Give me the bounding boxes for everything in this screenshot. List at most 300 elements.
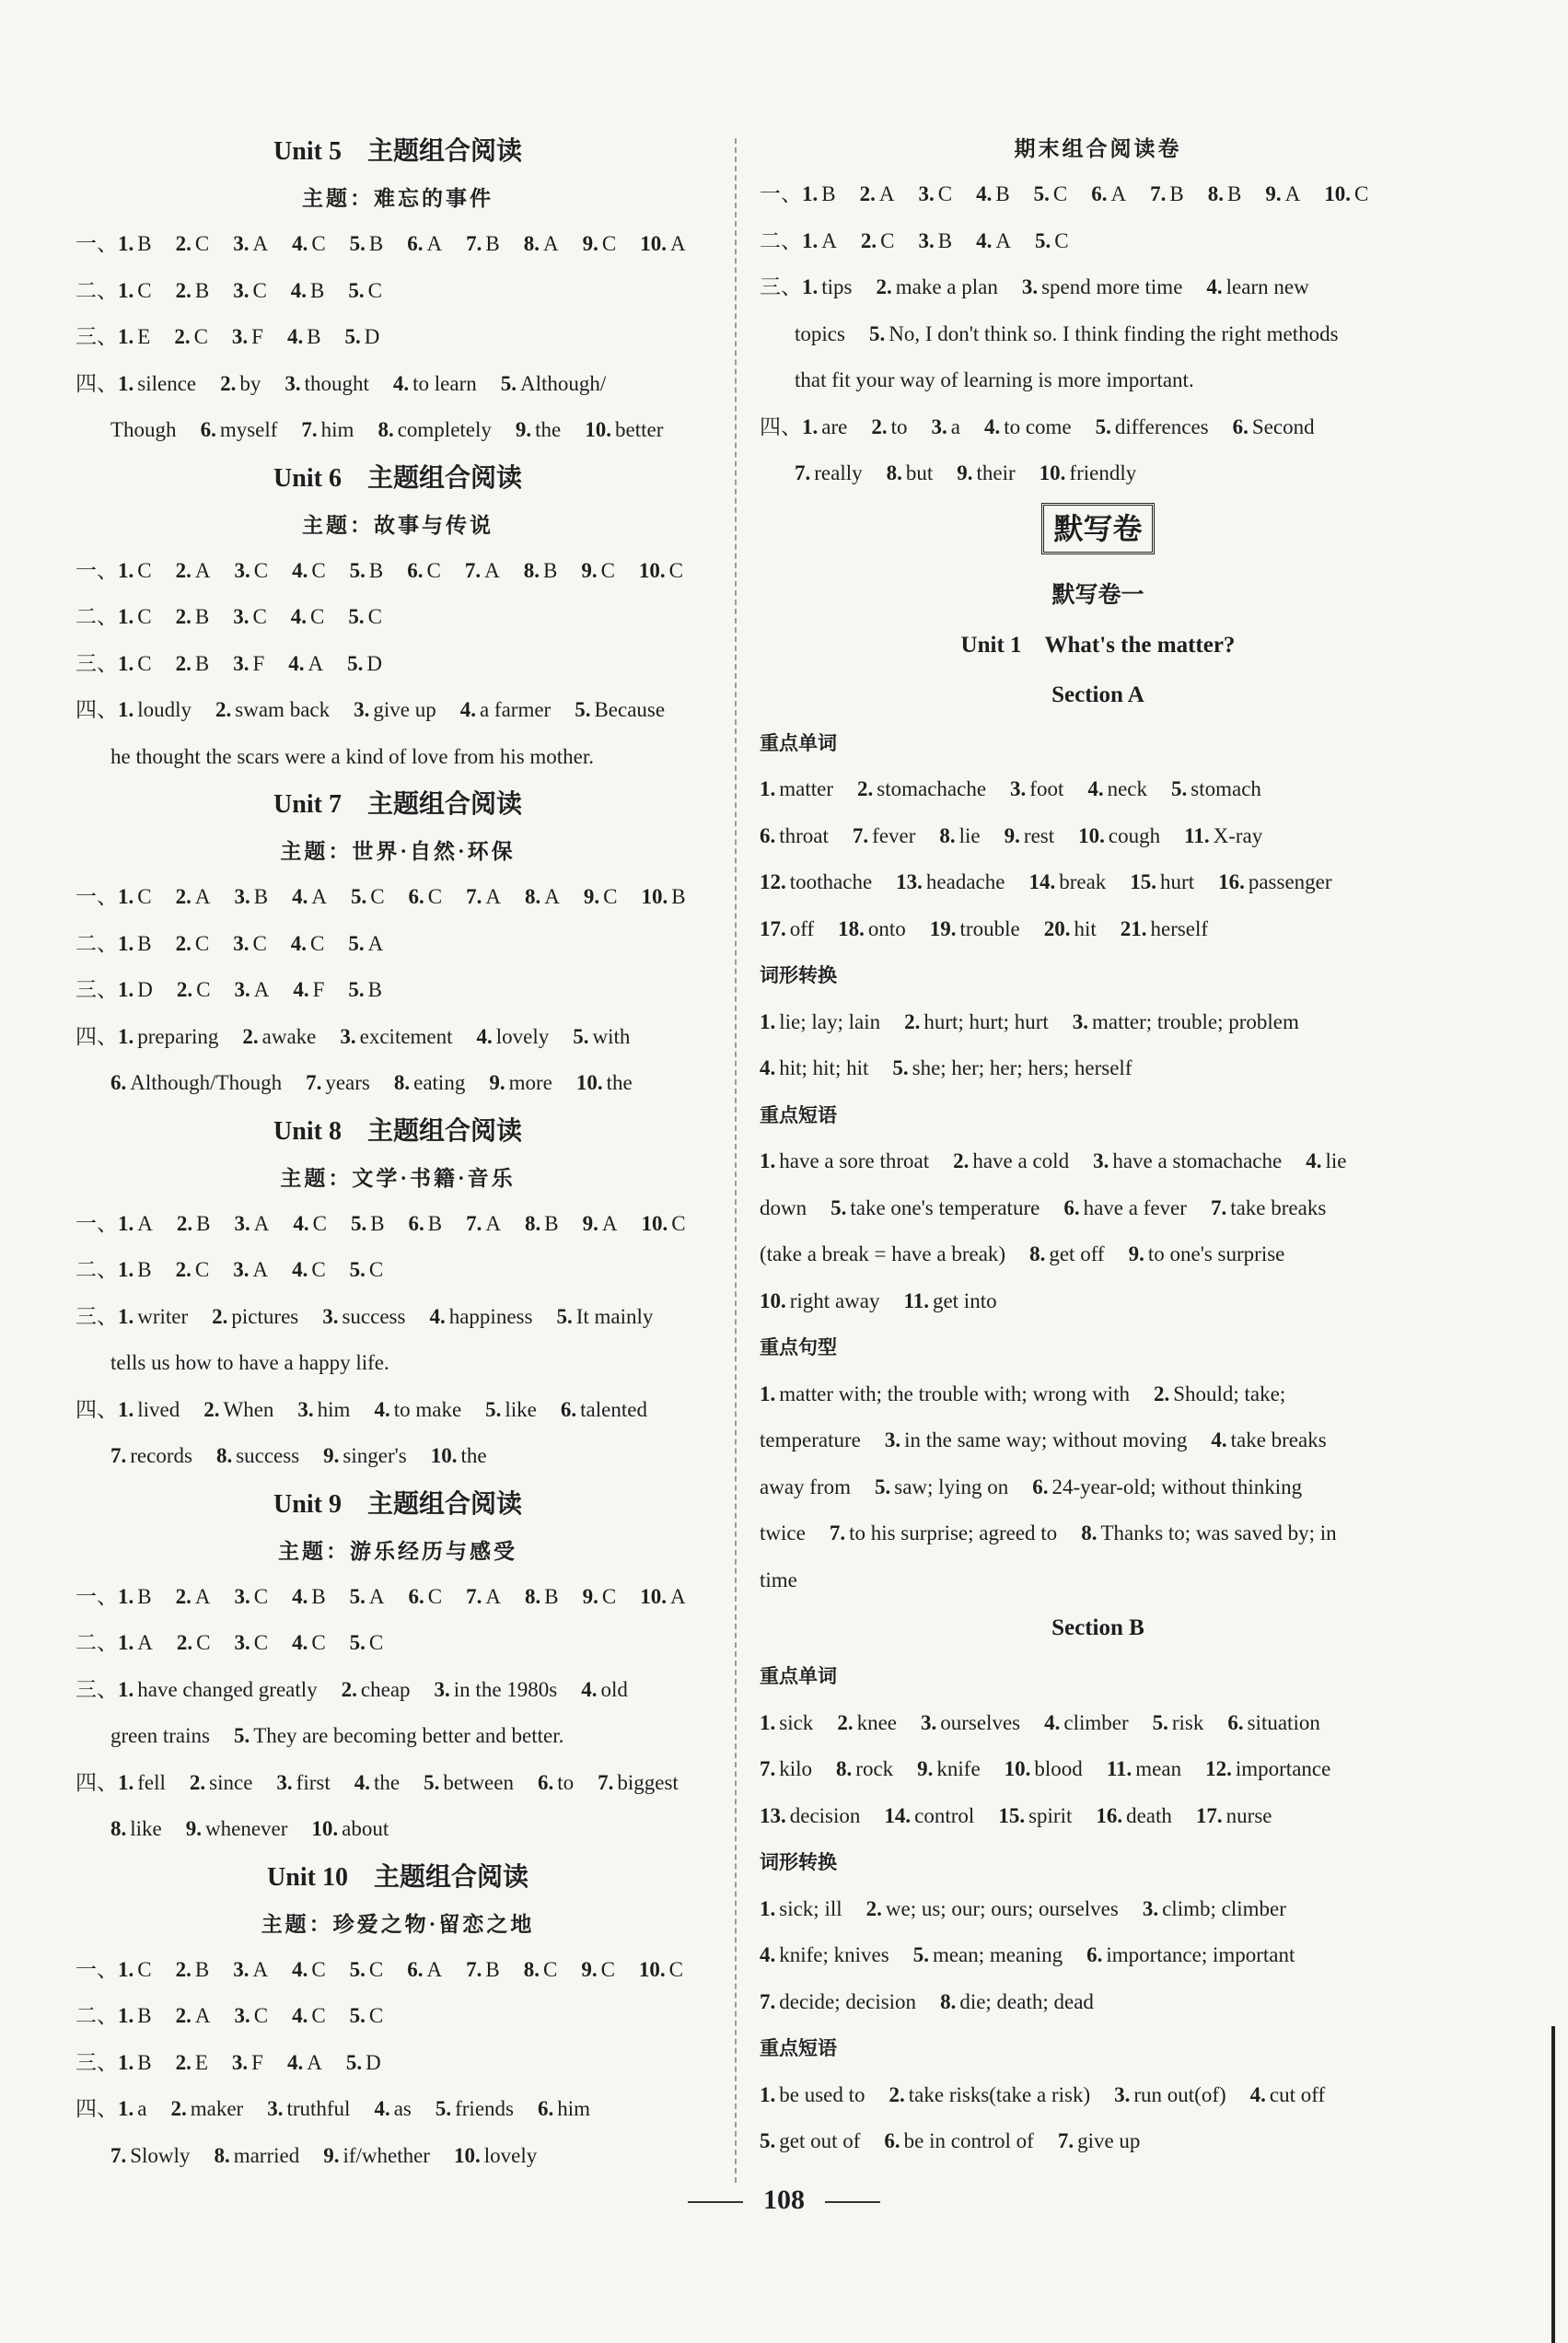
answer-number: 2. [175,2004,192,2027]
answer-number: 2. [215,698,232,721]
answer-number: 1. [118,232,134,255]
answer-line [760,859,1436,906]
answer-line [75,1760,720,1807]
answer-item: 4. C [290,605,325,628]
answer-number: 5. [233,1724,250,1747]
answer-item: 4. to make [374,1397,462,1421]
answer-item: 3. C [234,1631,269,1654]
answer-number: 4. [1249,2082,1266,2106]
answer-item: 2. we; us; our; ours; ourselves [865,1896,1119,1920]
answer-number: 2. [175,931,192,955]
answer-number: 10. [1039,461,1066,484]
answer-number: 4. [292,1631,308,1654]
answer-line [75,1574,720,1621]
answer-item: 5. C [348,605,382,628]
answer-continuation [75,1060,720,1107]
theme-title: 期末组合阅读卷 [1014,137,1182,160]
answer-number: 5. [1171,777,1188,800]
answer-item: 8. married [214,2143,300,2167]
answer-number: 4. [292,1957,308,1981]
answer-number: 7. [110,2143,127,2167]
answer-item: 10. friendly [1039,461,1137,484]
answer-item: 3. C [234,1584,269,1608]
theme-title: 主题：文学·书籍·音乐 [280,1166,516,1190]
answer-number: 9. [582,232,598,255]
answer-item: 4. B [286,325,321,348]
answer-item: 4. C [292,232,326,255]
answer-item: 5. differences [1095,414,1209,438]
answer-number: 5. [875,1475,891,1498]
answer-item: 3. C [233,278,267,302]
page-number [0,2185,1568,2216]
answer-number: 1. [760,2082,776,2106]
answer-item: 10. the [575,1071,633,1094]
answer-number: 4. [290,605,308,628]
answer-item: 10. A [640,1584,686,1608]
answer-item: 10. blood [1004,1757,1083,1780]
answer-line [760,1138,1436,1185]
answer-item: 4. C [292,558,326,582]
answer-number: 1. [118,278,134,302]
boxed-heading-text: 默写卷 [1041,503,1154,554]
answer-number: 8. [836,1757,853,1780]
question-part-label: 二、 [760,228,802,252]
answer-number: 3. [233,1957,250,1981]
answer-number: 5. [1152,1710,1168,1734]
answer-item: 4. the [354,1770,401,1794]
answer-number: 9. [582,1211,598,1235]
answer-number: 7. [466,885,482,908]
answer-item: 13. headache [896,870,1005,893]
answer-item: 2. A [175,885,211,908]
answer-item: 3. give up [354,698,436,721]
answer-number: 3. [234,978,250,1001]
answer-item: 5. B [348,978,382,1001]
answer-item: 7. A [466,885,501,908]
answer-item: 4. as [374,2097,412,2120]
answer-item: 5. mean; meaning [912,1943,1063,1966]
answer-number: 14. [1028,870,1056,893]
answer-number: 3. [233,1258,250,1281]
answer-number: 20. [1043,916,1071,940]
question-part-label: 三、 [75,651,118,675]
answer-number: 4. [1306,1149,1322,1172]
question-part-label: 一、 [75,558,118,582]
answer-item: 11. get into [903,1288,997,1312]
answer-item: 3. him [297,1397,351,1421]
answer-number: 10. [1004,1757,1031,1780]
section-label: 重点单词 [760,1665,837,1687]
answer-number: 7. [466,1584,482,1608]
answer-number: 5. [345,2050,363,2074]
answer-line [75,2086,720,2133]
answer-number: 6. [407,1957,424,1981]
answer-number: 6. [408,1584,424,1608]
answer-item: 8. B [1207,182,1242,205]
answer-number: 1. [118,1584,134,1608]
question-part-label: 一、 [75,232,118,255]
answer-number: 9. [917,1757,934,1780]
answer-number: 10. [585,418,611,441]
answer-item: 1. matter [760,777,833,800]
answer-number: 1. [760,1009,776,1033]
section-label: 重点短语 [760,1103,837,1126]
answer-number: 5. [349,558,366,582]
answer-number: 4. [429,1304,446,1328]
answer-number: 2. [1153,1381,1170,1405]
answer-number: 5. [912,1943,929,1966]
question-part-label: 二、 [75,2004,118,2027]
answer-item: tells us how to have a happy life. [110,1351,389,1374]
answer-number: 9. [957,461,973,484]
question-part-label: 三、 [75,325,118,348]
answer-number: 6. [1227,1710,1244,1734]
answer-number: 4. [983,414,1001,438]
answer-number: 2. [175,1584,192,1608]
answer-line [760,1185,1436,1232]
answer-item: 1. be used to [760,2082,865,2106]
answer-number: 10. [1078,823,1105,847]
answer-number: 3. [918,228,935,252]
answer-number: 12. [760,870,786,893]
answer-item: 8. Thanks to; was saved by; in [1081,1521,1337,1545]
answer-line [760,1979,1436,2026]
answer-number: 3. [234,558,250,582]
answer-number: 9. [581,558,598,582]
answer-item: 2. A [859,182,895,205]
answer-item: 10. better [585,418,664,441]
answer-item: 4. lovely [476,1024,550,1048]
answer-item: 8. like [110,1817,162,1840]
answer-item: 8. B [523,558,558,582]
answer-number: 3. [340,1024,356,1048]
answer-number: 5. [348,931,365,955]
answer-number: 2. [953,1149,970,1172]
answer-item: 1. C [118,558,152,582]
answer-number: 3. [267,2097,284,2120]
answer-item: 3. C [233,605,267,628]
answer-number: 8. [525,1584,541,1608]
answer-item: 1. sick [760,1710,814,1734]
answer-item: 5. B [350,1211,385,1235]
question-part-label: 四、 [75,371,118,395]
answer-item: 6. him [537,2097,591,2120]
answer-line [760,1746,1436,1793]
answer-line [75,687,720,734]
answer-item: 3. B [918,228,953,252]
answer-item: 9. C [581,1957,615,1981]
answer-number: 2. [857,777,874,800]
answer-line [75,1620,720,1667]
answer-number: 2. [876,275,892,298]
right-column [760,127,1436,2165]
answer-item: 6. B [408,1211,443,1235]
answer-item: 7. years [306,1071,370,1094]
answer-item: 2. Should; take; [1153,1381,1286,1405]
answer-item: 3. climb; climber [1142,1896,1286,1920]
answer-item: 1. B [118,931,152,955]
answer-item: 7. biggest [598,1770,679,1794]
answer-number: 8. [525,1211,541,1235]
answer-item: 7. A [466,1211,501,1235]
page-edge-mark [1551,2026,1555,2343]
answer-item: 17. nurse [1195,1803,1272,1827]
answer-item: 6. C [408,885,443,908]
answer-line [75,361,720,408]
answer-number: 2. [175,605,192,628]
answer-item: 8. A [523,232,559,255]
answer-number: 6. [200,418,216,441]
answer-item: 1. tips [802,275,853,298]
answer-number: 10. [640,1584,667,1608]
answer-item: 5. C [349,1258,384,1281]
answer-number: 16. [1096,1803,1123,1827]
answer-number: 2. [212,1304,228,1328]
question-part-label: 四、 [75,1770,118,1794]
answer-number: 5. [350,885,367,908]
answer-number: 4. [292,1258,308,1281]
answer-number: 15. [998,1803,1026,1827]
answer-number: 4. [1087,777,1104,800]
answer-number: 17. [1195,1803,1223,1827]
answer-line [75,268,720,315]
answer-item: 4. take breaks [1211,1428,1327,1451]
answer-item: 4. old [581,1677,628,1701]
answer-item: 6. C [407,558,441,582]
answer-number: 4. [292,558,308,582]
answer-item: 1. silence [118,371,197,395]
theme-title: 主题：珍爱之物·留恋之地 [261,1912,535,1936]
answer-item: 2. cheap [341,1677,411,1701]
answer-item: 1. B [118,1258,152,1281]
question-part-label: 一、 [75,1957,118,1981]
answer-number: 9. [323,1444,340,1467]
answer-number: 10. [640,232,667,255]
question-part-label: 一、 [760,182,802,205]
answer-number: 6. [537,1770,554,1794]
column-divider [735,138,737,2183]
answer-number: 5. [500,371,517,395]
answer-number: 5. [892,1056,909,1079]
answer-line [75,921,720,968]
answer-item: 1. fell [118,1770,166,1794]
answer-number: 2. [220,371,237,395]
answer-number: 1. [802,414,819,438]
answer-number: 4. [1044,1710,1061,1734]
answer-number: 4. [290,931,308,955]
theme-title: 主题：故事与传说 [302,513,494,537]
answer-number: 5. [556,1304,573,1328]
answer-number: 6. [760,823,776,847]
answer-item: 2. C [175,1258,210,1281]
answer-item: 2. awake [242,1024,317,1048]
answer-number: 6. [1091,182,1108,205]
answer-item: 8. but [886,461,934,484]
answer-item: 10. right away [760,1288,880,1312]
answer-number: 1. [760,777,776,800]
answer-item: 9. if/whether [323,2143,430,2167]
answer-number: 3. [233,931,250,955]
answer-item: 4. to come [983,414,1072,438]
answer-number: 2. [859,182,876,205]
page-number-text: 108 [763,2185,805,2215]
answer-number: 6. [407,558,424,582]
answer-item: 7. kilo [760,1757,813,1780]
answer-item: 6. myself [200,418,278,441]
answer-number: 6. [110,1071,127,1094]
answer-number: 9. [1265,182,1282,205]
answer-item: 3. foot [1010,777,1064,800]
answer-item: (take a break = have a break) [760,1242,1006,1265]
answer-line [760,813,1436,860]
answer-number: 2. [175,278,192,302]
answer-item: 3. B [234,885,269,908]
question-part-label: 二、 [75,1631,118,1654]
answer-number: 9. [582,1584,598,1608]
answer-item: 5. get out of [760,2129,861,2152]
answer-item: 14. break [1028,870,1107,893]
unit-title: Unit 8 主题组合阅读 [273,1116,522,1146]
answer-number: 3. [1114,2082,1131,2106]
answer-item: 4. A [976,228,1011,252]
answer-line [760,999,1436,1046]
answer-number: 4. [459,698,476,721]
answer-line [75,1294,720,1341]
answer-item: 6. 24-year-old; without thinking [1032,1475,1303,1498]
answer-item: 3. ourselves [920,1710,1021,1734]
answer-number: 2. [242,1024,259,1048]
answer-item: 4. lie [1306,1149,1347,1172]
answer-number: 5. [830,1195,847,1219]
answer-item: 1. B [118,232,152,255]
answer-item: 1. A [118,1631,153,1654]
answer-item: 5. take one's temperature [830,1195,1040,1219]
answer-item: 5. C [348,278,382,302]
answer-number: 8. [1029,1242,1046,1265]
answer-number: 10. [760,1288,786,1312]
answer-item: 2. C [176,1631,211,1654]
answer-item: 5. C [349,2004,384,2027]
answer-item: 5. saw; lying on [875,1475,1009,1498]
answer-number: 4. [476,1024,493,1048]
answer-line [760,2072,1436,2119]
answer-item: 12. importance [1205,1757,1331,1780]
answer-number: 4. [1206,275,1223,298]
answer-number: 10. [453,2143,481,2167]
answer-item: 5. B [349,558,384,582]
answer-item: 6. C [408,1584,443,1608]
answer-continuation [760,450,1436,497]
answer-number: 7. [795,461,811,484]
question-part-label: 一、 [75,885,118,908]
answer-item: 21. herself [1120,916,1209,940]
answer-item: 6. importance; important [1086,1943,1295,1966]
answer-number: 2. [175,1258,192,1281]
answer-number: 5. [349,1631,366,1654]
answer-number: 4. [760,1056,776,1079]
answer-number: 2. [175,2050,192,2074]
answer-number: 2. [175,885,192,908]
answer-item: 3. A [234,978,270,1001]
answer-number: 1. [802,275,819,298]
answer-number: 3. [1093,1149,1109,1172]
section-label: 词形转换 [760,1851,837,1873]
answer-number: 4. [1211,1428,1227,1451]
answer-number: 7. [760,1757,776,1780]
answer-item: 1. lived [118,1397,180,1421]
answer-number: 3. [297,1397,314,1421]
answer-continuation [75,2133,720,2180]
answer-continuation [75,734,720,781]
answer-item: 8. eating [393,1071,466,1094]
answer-number: 7. [466,1211,482,1235]
answer-item: 5. she; her; her; hers; herself [892,1056,1132,1079]
answer-number: 1. [118,558,134,582]
answer-item: 5. C [1033,182,1068,205]
answer-number: 2. [175,651,192,675]
answer-number: 11. [1184,823,1210,847]
answer-number: 2. [175,232,192,255]
answer-item: 8. die; death; dead [940,1989,1094,2013]
answer-item: 4. C [290,931,325,955]
answer-number: 5. [349,232,366,255]
answer-item: 2. C [174,325,208,348]
answer-item: 9. A [582,1211,618,1235]
answer-number: 3. [233,651,250,675]
answer-item: 7. Slowly [110,2143,191,2167]
answer-line [760,1464,1436,1511]
answer-item: 8. B [525,1584,559,1608]
answer-item: 2. E [175,2050,208,2074]
answer-number: 6. [1063,1195,1080,1219]
answer-item: 2. B [175,651,210,675]
answer-item: 1. have changed greatly [118,1677,318,1701]
answer-number: 4. [392,371,410,395]
answer-line [75,221,720,268]
answer-item: 6. to [537,1770,575,1794]
answer-item: 1. a [118,2097,147,2120]
answer-line [75,1201,720,1248]
answer-number: 1. [118,1304,134,1328]
answer-line [75,548,720,595]
answer-item: away from [760,1475,851,1498]
answer-number: 5. [349,1258,366,1281]
answer-number: 8. [523,232,540,255]
answer-number: 3. [1021,275,1039,298]
answer-number: 4. [292,232,308,255]
answer-item: 6. A [407,232,443,255]
answer-number: 2. [341,1677,357,1701]
answer-number: 11. [1106,1757,1132,1780]
answer-number: 7. [1057,2129,1074,2152]
answer-continuation [75,1713,720,1760]
answer-number: 6. [1032,1475,1049,1498]
answer-number: 1. [118,1631,134,1654]
answer-number: 1. [118,651,134,675]
answer-item: 1. A [118,1211,153,1235]
answer-item: 10. C [641,1211,686,1235]
answer-number: 4. [292,2004,308,2027]
answer-item: 5. risk [1152,1710,1204,1734]
answer-number: 4. [581,1677,598,1701]
answer-item: 2. make a plan [876,275,998,298]
answer-number: 7. [1150,182,1167,205]
answer-item: 8. B [525,1211,559,1235]
answer-line [760,1557,1436,1604]
answer-item: 4. C [292,1631,326,1654]
answer-number: 7. [760,1989,776,2013]
answer-item: 9. the [515,418,562,441]
